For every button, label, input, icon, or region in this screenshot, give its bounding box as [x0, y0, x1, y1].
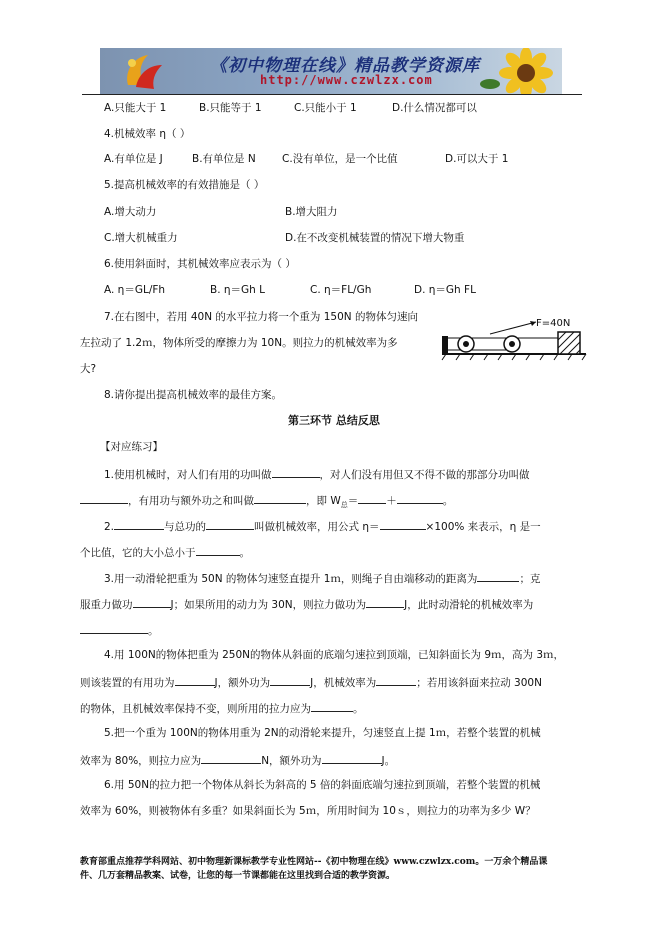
q4-option-a: A.有单位是 J	[104, 153, 163, 165]
q8-stem: 8.请你提出提高机械效率的最佳方案。	[104, 389, 283, 401]
p2-blank-1[interactable]	[114, 518, 164, 530]
p6-line-1: 6.用 50N的拉力把一个物体从斜长为斜高的 5 倍的斜面底端匀速拉到顶端，若整个装置的机械	[104, 779, 541, 791]
p4-text-f: 的物体，且机械效率保持不变，则所用的拉力应为	[80, 703, 311, 715]
p3-blank-3[interactable]	[366, 596, 404, 608]
footer-line-2: 件、几万套精品教案、试卷，让您的每一节课都能在这里找到合适的教学资源。	[80, 871, 396, 881]
p3-text-c: 服重力做功	[80, 599, 133, 611]
q5-option-a: A.增大动力	[104, 206, 157, 218]
p2-text-c: 叫做机械效率，用公式 η＝	[254, 521, 380, 533]
p5-text-c: N，额外功为	[261, 755, 322, 767]
p3-line-1	[104, 570, 540, 586]
p4-blank-1[interactable]	[175, 674, 215, 686]
p2-line-2	[80, 544, 250, 560]
p5-line-1: 5.把一个重为 100N的物体用重为 2N的动滑轮来提升，匀速竖直上提 1ｍ，若整个装置的机械	[104, 727, 541, 739]
p3-line-3	[80, 622, 159, 638]
p1-line-1	[104, 466, 530, 482]
p3-blank-1[interactable]	[477, 570, 519, 582]
q5-stem: 5.提高机械效率的有效措施是（ ）	[104, 179, 265, 191]
q3-option-c: C.只能小于 1	[294, 102, 357, 114]
force-label: F=40N	[536, 318, 571, 329]
p2-text-d: ×100% 来表示，η 是一	[425, 521, 541, 533]
q5-option-b: B.增大阻力	[285, 206, 338, 218]
header-title: 《初中物理在线》精品教学资源库	[210, 56, 480, 76]
p5-line-2	[80, 752, 395, 768]
p1-text-g: 。	[442, 495, 454, 507]
practice-label: 【对应练习】	[100, 441, 163, 453]
site-logo-icon	[118, 51, 170, 91]
p4-text-g: 。	[353, 703, 364, 715]
q5-option-d: D.在不改变机械装置的情况下增大物重	[285, 232, 465, 244]
p4-text-c: J，额外功为	[214, 677, 271, 689]
p4-blank-2[interactable]	[270, 674, 310, 686]
p3-text-d: J；如果所用的动力为 30N，则拉力做功为	[170, 599, 367, 611]
q3-option-d: D.什么情况都可以	[392, 102, 477, 114]
p4-line-2	[80, 674, 542, 690]
p4-text-b: 则该装置的有用功为	[80, 677, 175, 689]
p3-text-f: 。	[148, 625, 159, 637]
q7-line-3: 大?	[80, 363, 97, 375]
p3-line-2	[80, 596, 533, 612]
p1-line-2	[80, 492, 453, 512]
q6-option-b: B. η＝Gh L	[210, 284, 266, 296]
p2-blank-4[interactable]	[196, 544, 240, 556]
p2-text-e: 个比值，它的大小总小于	[80, 547, 196, 559]
p3-text-a: 3.用一动滑轮把重为 50N 的物体匀速竖直提升 1ｍ，则绳子自由端移动的距离为	[104, 573, 478, 585]
p1-blank-3[interactable]	[254, 492, 306, 504]
p3-text-e: J，此时动滑轮的机械效率为	[404, 599, 534, 611]
p5-blank-1[interactable]	[201, 752, 261, 764]
p3-blank-4[interactable]	[80, 622, 148, 634]
q6-option-c: C. η＝FL/Gh	[310, 284, 372, 296]
p2-text-b: 与总功的	[164, 521, 207, 533]
p2-blank-2[interactable]	[206, 518, 254, 530]
p2-blank-3[interactable]	[380, 518, 426, 530]
p1-blank-5[interactable]	[397, 492, 443, 504]
q5-option-c: C.增大机械重力	[104, 232, 178, 244]
q7-line-1: 7.在右图中，若用 40N 的水平拉力将一个重为 150N 的物体匀速向	[104, 311, 418, 323]
header-url[interactable]: http://www.czwlzx.com	[260, 73, 433, 87]
p1-text-c: ，有用功与额外功之和叫做	[128, 495, 254, 507]
p1-blank-1[interactable]	[272, 466, 320, 478]
q6-option-a: A. η＝GL/Fh	[104, 284, 166, 296]
p2-text-f: 。	[239, 547, 250, 559]
q3-option-a: A.只能大于 1	[104, 102, 167, 114]
header-rule	[82, 94, 582, 95]
p4-line-1: 4.用 100N的物体把重为 250N的物体从斜面的底端匀速拉到顶端，已知斜面长为 9ｍ，高为 3ｍ，	[104, 649, 565, 661]
q4-option-b: B.有单位是 N	[192, 153, 256, 165]
q6-option-d: D. η＝Gh FL	[414, 284, 476, 296]
p6-line-2: 效率为 60%，则被物体有多重？如果斜面长为 5ｍ，所用时间为 10ｓ，则拉力的功率为多少 W？	[80, 805, 536, 817]
p4-blank-4[interactable]	[311, 700, 353, 712]
section-title: 第三环节 总结反思	[288, 414, 380, 427]
p4-text-e: ；若用该斜面来拉动 300N	[416, 677, 542, 689]
q4-stem: 4.机械效率 η（ ）	[104, 128, 191, 140]
p1-text-f: ＋	[386, 495, 397, 507]
footer-line-1: 教育部重点推荐学科网站、初中物理新课标教学专业性网站--《初中物理在线》www.czwlzx.com。一万余个精品课	[80, 857, 548, 867]
q7-line-2: 左拉动了 1.2ｍ，物体所受的摩擦力为 10N。则拉力的机械效率为多	[80, 337, 398, 349]
p1-blank-4[interactable]	[358, 492, 386, 504]
p1-text-d: ，即 W	[306, 495, 341, 507]
q6-stem: 6.使用斜面时，其机械效率应表示为（ ）	[104, 258, 296, 270]
q4-option-c: C.没有单位，是一个比值	[282, 153, 398, 165]
p3-blank-2[interactable]	[133, 596, 171, 608]
p5-text-d: J。	[381, 755, 396, 767]
p1-text-a: 1.使用机械时，对人们有用的功叫做	[104, 469, 272, 481]
q4-option-d: D.可以大于 1	[445, 153, 509, 165]
p2-line-1	[104, 518, 541, 534]
p1-sub: 总	[340, 501, 348, 510]
p1-text-b: ，对人们没有用但又不得不做的那部分功叫做	[319, 469, 530, 481]
p4-blank-3[interactable]	[376, 674, 416, 686]
p1-blank-2[interactable]	[80, 492, 128, 504]
p5-blank-2[interactable]	[322, 752, 382, 764]
p4-line-3	[80, 700, 364, 716]
p1-text-e: ＝	[347, 495, 359, 507]
p5-text-b: 效率为 80%，则拉力应为	[80, 755, 202, 767]
header-banner	[100, 48, 562, 94]
q3-option-b: B.只能等于 1	[199, 102, 262, 114]
sunflower-icon	[476, 48, 556, 94]
p2-text-a: 2.	[104, 521, 115, 533]
pulley-diagram	[440, 312, 588, 362]
p4-text-d: J，机械效率为	[310, 677, 377, 689]
p3-text-b: ；克	[519, 573, 541, 585]
